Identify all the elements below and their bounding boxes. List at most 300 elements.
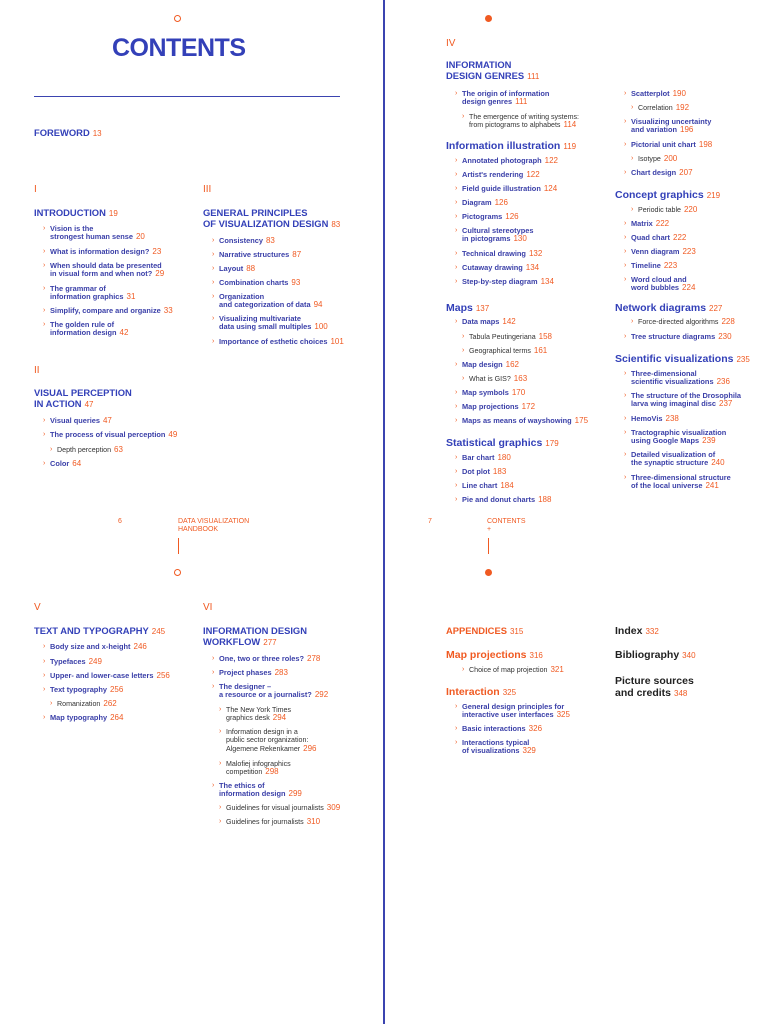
entry-line: Dot plot bbox=[462, 467, 490, 476]
entry-line: When should data be presented bbox=[50, 261, 162, 270]
entry-line: Color bbox=[50, 459, 70, 468]
page-spine bbox=[383, 0, 385, 1024]
toc-entry[interactable] bbox=[624, 275, 696, 293]
chevron-right-icon: › bbox=[455, 171, 458, 178]
entry-text bbox=[50, 714, 123, 722]
page-number: 179 bbox=[545, 439, 559, 448]
entry-line: word bubbles bbox=[631, 283, 680, 293]
chevron-right-icon: › bbox=[462, 333, 465, 340]
chevron-right-icon: › bbox=[624, 220, 627, 227]
chevron-right-icon: › bbox=[455, 403, 458, 410]
entry-line: Word cloud and bbox=[631, 275, 687, 284]
page-number: 298 bbox=[265, 767, 279, 777]
entry-text bbox=[462, 496, 551, 504]
entry-line: information graphics bbox=[50, 292, 124, 302]
toc-entry[interactable] bbox=[624, 117, 712, 135]
entry-text bbox=[638, 104, 689, 112]
entry-line: Layout bbox=[219, 264, 244, 273]
entry-line: Visualizing multivariate bbox=[219, 314, 302, 323]
entry-line: Data maps bbox=[462, 317, 500, 326]
entry-line: The golden rule of bbox=[50, 320, 115, 329]
index-entry[interactable] bbox=[615, 626, 659, 638]
entry-line: Vision is the bbox=[50, 224, 94, 233]
entry-text bbox=[219, 790, 302, 798]
entry-line: the synaptic structure bbox=[631, 458, 709, 468]
entry-line: Information design in a bbox=[226, 728, 298, 736]
entry-line: Cutaway drawing bbox=[462, 263, 523, 272]
chevron-right-icon: › bbox=[212, 338, 215, 345]
chevron-right-icon: › bbox=[43, 714, 46, 721]
chevron-right-icon: › bbox=[455, 739, 458, 746]
entry-line: public sector organization: bbox=[226, 736, 309, 745]
toc-entry[interactable] bbox=[624, 369, 730, 387]
section-heading[interactable] bbox=[203, 208, 340, 230]
toc-subentry[interactable] bbox=[462, 332, 553, 341]
foreword-label: FOREWORD bbox=[34, 127, 90, 138]
toc-entry[interactable] bbox=[455, 388, 526, 397]
entry-text bbox=[226, 714, 291, 722]
heading-text: Maps bbox=[446, 302, 473, 314]
entry-text bbox=[469, 347, 547, 355]
toc-entry[interactable] bbox=[624, 414, 679, 423]
entry-line: Pictograms bbox=[462, 212, 503, 221]
toc-entry[interactable] bbox=[43, 224, 145, 242]
roman-numeral: III bbox=[203, 184, 212, 195]
chevron-right-icon: › bbox=[212, 293, 215, 300]
toc-entry[interactable] bbox=[212, 668, 288, 677]
chevron-right-icon: › bbox=[624, 141, 627, 148]
entry-line: Isotype bbox=[638, 155, 661, 163]
toc-subentry[interactable] bbox=[50, 699, 117, 708]
entry-text bbox=[219, 251, 301, 259]
page-number: 200 bbox=[663, 154, 678, 163]
toc-subentry[interactable] bbox=[631, 154, 678, 163]
page-number: 101 bbox=[330, 337, 344, 346]
toc-entry[interactable] bbox=[455, 198, 508, 207]
entry-line: The origin of information bbox=[462, 89, 550, 98]
page-number: 162 bbox=[505, 360, 520, 369]
toc-entry[interactable] bbox=[212, 781, 302, 799]
page-number: 238 bbox=[665, 414, 679, 423]
toc-entry[interactable] bbox=[43, 247, 162, 256]
entry-line: Three-dimensional structure bbox=[631, 473, 731, 482]
entry-text bbox=[631, 248, 696, 256]
bibliography-entry[interactable] bbox=[615, 650, 696, 662]
page-number: 277 bbox=[263, 637, 277, 647]
entry-text bbox=[462, 361, 519, 369]
page-number: 172 bbox=[521, 402, 536, 411]
page-number: 122 bbox=[544, 156, 558, 165]
chevron-right-icon: › bbox=[455, 157, 458, 164]
chevron-right-icon: › bbox=[212, 265, 215, 272]
folio-rule bbox=[488, 538, 489, 554]
entry-text bbox=[57, 446, 123, 454]
page-number: 132 bbox=[528, 249, 543, 258]
entry-text bbox=[631, 459, 725, 467]
toc-entry[interactable] bbox=[212, 278, 301, 287]
toc-entry[interactable] bbox=[455, 402, 536, 411]
toc-entry[interactable] bbox=[455, 360, 520, 369]
chevron-right-icon: › bbox=[219, 706, 222, 713]
page-number: 326 bbox=[528, 724, 543, 733]
page-number: 163 bbox=[513, 374, 528, 383]
heading-text: Scientific visualizations bbox=[615, 353, 734, 365]
toc-entry[interactable] bbox=[624, 89, 686, 98]
chevron-right-icon: › bbox=[455, 454, 458, 461]
entry-line: information design bbox=[50, 328, 117, 338]
page-number: 230 bbox=[718, 332, 732, 341]
entry-text bbox=[226, 804, 340, 812]
chevron-right-icon: › bbox=[462, 375, 465, 382]
toc-entry[interactable] bbox=[455, 212, 519, 221]
entry-line: What is information design? bbox=[50, 247, 150, 256]
page-number: 227 bbox=[709, 304, 723, 313]
subsection-heading[interactable] bbox=[615, 190, 720, 202]
page-number: 175 bbox=[574, 416, 589, 425]
chevron-right-icon: › bbox=[624, 169, 627, 176]
toc-entry[interactable] bbox=[455, 724, 543, 733]
entry-line: Depth perception bbox=[57, 446, 112, 454]
entry-text bbox=[50, 417, 112, 425]
page-number: 249 bbox=[88, 657, 102, 666]
toc-entry[interactable] bbox=[43, 713, 124, 722]
toc-entry[interactable] bbox=[624, 261, 678, 270]
roman-numeral: V bbox=[34, 602, 41, 613]
entry-line: The New York Times bbox=[226, 706, 292, 714]
entry-line: and variation bbox=[631, 125, 677, 135]
entry-line: Technical drawing bbox=[462, 249, 526, 258]
entry-line: a resource or a journalist? bbox=[219, 690, 312, 700]
chevron-right-icon: › bbox=[624, 262, 627, 269]
toc-entry[interactable] bbox=[455, 263, 540, 272]
chevron-right-icon: › bbox=[455, 496, 458, 503]
heading-text: Bibliography bbox=[615, 649, 680, 661]
toc-entry[interactable] bbox=[624, 391, 742, 409]
entry-line: Three-dimensional bbox=[631, 369, 697, 378]
entry-text bbox=[469, 333, 552, 341]
toc-entry[interactable] bbox=[212, 654, 321, 663]
entry-text bbox=[631, 415, 679, 423]
toc-entry[interactable] bbox=[624, 450, 725, 468]
toc-subentry[interactable] bbox=[219, 760, 291, 777]
heading-text: OF VISUALIZATION DESIGN bbox=[203, 217, 329, 229]
page-number: 142 bbox=[502, 317, 516, 326]
toc-entry[interactable] bbox=[624, 428, 727, 446]
toc-subentry[interactable] bbox=[631, 317, 735, 326]
chevron-right-icon: › bbox=[219, 728, 222, 735]
credits-entry[interactable] bbox=[615, 676, 694, 699]
toc-entry[interactable] bbox=[43, 416, 112, 425]
subsection-heading[interactable] bbox=[446, 438, 559, 450]
chevron-right-icon: › bbox=[43, 285, 46, 292]
toc-entry[interactable] bbox=[212, 337, 344, 346]
page-number: 219 bbox=[706, 191, 721, 200]
heading-text: INTRODUCTION bbox=[34, 207, 106, 218]
chevron-right-icon: › bbox=[624, 248, 627, 255]
folio-text: + bbox=[487, 526, 492, 533]
page-number: 111 bbox=[515, 97, 528, 107]
toc-subentry[interactable] bbox=[631, 103, 690, 112]
entry-line: Combination charts bbox=[219, 278, 289, 287]
page-number: 93 bbox=[291, 278, 301, 287]
chevron-right-icon: › bbox=[43, 307, 46, 314]
roman-numeral: I bbox=[34, 184, 37, 195]
section-heading[interactable] bbox=[203, 626, 307, 648]
toc-entry[interactable] bbox=[455, 416, 589, 425]
toc-entry[interactable] bbox=[43, 284, 136, 302]
entry-text bbox=[631, 220, 669, 228]
page-number: 316 bbox=[529, 651, 543, 660]
toc-entry[interactable] bbox=[455, 89, 550, 107]
toc-subentry[interactable] bbox=[219, 803, 341, 812]
toc-subentry[interactable] bbox=[219, 706, 292, 723]
section-heading[interactable] bbox=[34, 388, 132, 410]
entry-line: Annotated photograph bbox=[462, 156, 542, 165]
toc-entry[interactable] bbox=[455, 170, 540, 179]
chevron-right-icon: › bbox=[50, 700, 53, 707]
chevron-right-icon: › bbox=[212, 279, 215, 286]
entry-text bbox=[631, 400, 741, 408]
chevron-right-icon: › bbox=[624, 118, 627, 125]
toc-entry[interactable] bbox=[455, 277, 554, 286]
toc-entry[interactable] bbox=[455, 702, 570, 720]
chevron-right-icon: › bbox=[43, 248, 46, 255]
subsection-heading[interactable] bbox=[615, 354, 750, 366]
entry-line: Visualizing uncertainty bbox=[631, 117, 712, 126]
page-number: 190 bbox=[672, 89, 686, 98]
toc-entry[interactable] bbox=[624, 140, 713, 149]
toc-subentry[interactable] bbox=[462, 113, 579, 130]
appendices-heading[interactable] bbox=[446, 626, 523, 638]
toc-entry[interactable] bbox=[43, 685, 124, 694]
toc-entry[interactable] bbox=[624, 219, 670, 228]
page-number: 124 bbox=[543, 184, 558, 193]
chevron-right-icon: › bbox=[43, 431, 46, 438]
toc-subentry[interactable] bbox=[50, 445, 123, 454]
chevron-right-icon: › bbox=[462, 666, 465, 673]
page-number: 256 bbox=[156, 671, 170, 680]
toc-subentry[interactable] bbox=[631, 205, 698, 214]
page-number: 126 bbox=[494, 198, 508, 207]
entry-text bbox=[462, 199, 508, 207]
chevron-right-icon: › bbox=[455, 227, 458, 234]
page-number: 294 bbox=[272, 713, 287, 723]
toc-entry[interactable] bbox=[455, 249, 543, 258]
entry-text bbox=[50, 329, 128, 337]
entry-line: Step-by-step diagram bbox=[462, 277, 538, 286]
entry-line: One, two or three roles? bbox=[219, 654, 305, 663]
chevron-right-icon: › bbox=[624, 392, 627, 399]
entry-text bbox=[631, 378, 730, 386]
entry-text bbox=[462, 468, 506, 476]
toc-entry[interactable] bbox=[212, 292, 323, 310]
page-number: 235 bbox=[736, 355, 750, 364]
folio-rule bbox=[178, 538, 179, 554]
section-heading[interactable] bbox=[446, 60, 539, 82]
chevron-right-icon: › bbox=[624, 429, 627, 436]
dot-marker-icon bbox=[485, 15, 492, 22]
chevron-right-icon: › bbox=[624, 90, 627, 97]
page-number: 228 bbox=[721, 317, 735, 326]
entry-text bbox=[631, 169, 693, 177]
folio-page-number: 7 bbox=[428, 518, 432, 525]
entry-line: using Google Maps bbox=[631, 436, 700, 446]
entry-text bbox=[631, 90, 686, 98]
toc-entry[interactable] bbox=[212, 314, 328, 332]
entry-line: Malofiej infographics bbox=[226, 760, 291, 768]
toc-entry[interactable] bbox=[455, 156, 558, 165]
entry-text bbox=[50, 672, 170, 680]
entry-text bbox=[50, 248, 161, 256]
toc-entry[interactable] bbox=[43, 306, 173, 315]
page-number: 180 bbox=[497, 453, 511, 462]
entry-line: Timeline bbox=[631, 261, 661, 270]
chevron-right-icon: › bbox=[212, 315, 215, 322]
entry-line: Line chart bbox=[462, 481, 498, 490]
page-number: 223 bbox=[682, 247, 696, 256]
toc-entry[interactable] bbox=[212, 250, 302, 259]
subsection-heading[interactable] bbox=[446, 687, 516, 699]
toc-entry[interactable] bbox=[624, 247, 696, 256]
subsection-heading[interactable] bbox=[446, 650, 543, 662]
chevron-right-icon: › bbox=[455, 278, 458, 285]
page-number: 13 bbox=[92, 129, 102, 138]
chevron-right-icon: › bbox=[631, 318, 634, 325]
heading-text: Concept graphics bbox=[615, 189, 704, 201]
entry-line: Interactions typical bbox=[462, 738, 530, 747]
page-number: 278 bbox=[307, 654, 321, 663]
heading-text: IN ACTION bbox=[34, 397, 82, 409]
chevron-right-icon: › bbox=[212, 237, 215, 244]
heading-text: TEXT AND TYPOGRAPHY bbox=[34, 625, 149, 636]
toc-entry[interactable] bbox=[455, 495, 552, 504]
chevron-right-icon: › bbox=[43, 262, 46, 269]
chevron-right-icon: › bbox=[624, 451, 627, 458]
section-heading[interactable] bbox=[34, 208, 118, 220]
heading-text: DESIGN GENRES bbox=[446, 69, 525, 81]
toc-entry[interactable] bbox=[43, 657, 102, 666]
page-number: 240 bbox=[711, 458, 725, 468]
entry-line: Chart design bbox=[631, 168, 677, 177]
entry-text bbox=[219, 323, 328, 331]
entry-line: in pictograms bbox=[462, 234, 511, 244]
page-number: 329 bbox=[522, 746, 536, 756]
entry-text bbox=[638, 206, 697, 214]
entry-line: Tree structure diagrams bbox=[631, 332, 716, 341]
toc-subentry[interactable] bbox=[219, 817, 321, 826]
toc-entry[interactable] bbox=[212, 682, 329, 700]
toc-entry[interactable] bbox=[43, 261, 165, 279]
page-number: 192 bbox=[675, 103, 690, 112]
toc-entry[interactable] bbox=[624, 168, 693, 177]
entry-text bbox=[469, 375, 527, 383]
page-number: 236 bbox=[716, 377, 730, 387]
entry-text bbox=[631, 234, 686, 242]
chevron-right-icon: › bbox=[624, 415, 627, 422]
page-number: 126 bbox=[505, 212, 519, 221]
page-number: 245 bbox=[151, 627, 166, 636]
page-number: 47 bbox=[84, 399, 94, 409]
toc-entry[interactable] bbox=[43, 642, 147, 651]
toc-entry[interactable] bbox=[455, 453, 511, 462]
entry-line: graphics desk bbox=[226, 714, 270, 723]
foreword-entry[interactable] bbox=[34, 128, 102, 140]
toc-entry[interactable] bbox=[624, 233, 687, 242]
page-number: 309 bbox=[326, 803, 341, 812]
page-number: 207 bbox=[679, 168, 693, 177]
toc-subentry[interactable] bbox=[462, 665, 564, 674]
page-number: 170 bbox=[511, 388, 526, 397]
entry-text bbox=[462, 250, 542, 258]
entry-line: of the local universe bbox=[631, 481, 703, 491]
toc-entry[interactable] bbox=[43, 671, 170, 680]
entry-line: Map projections bbox=[462, 402, 519, 411]
toc-entry[interactable] bbox=[455, 481, 514, 490]
page-number: 224 bbox=[682, 283, 696, 293]
subsection-heading[interactable] bbox=[446, 141, 576, 153]
heading-text: Index bbox=[615, 625, 643, 637]
toc-subentry[interactable] bbox=[462, 374, 528, 383]
chevron-right-icon: › bbox=[455, 250, 458, 257]
entry-line: Importance of esthetic choices bbox=[219, 337, 328, 346]
toc-subentry[interactable] bbox=[219, 728, 317, 753]
toc-entry[interactable] bbox=[455, 226, 534, 244]
toc-subentry[interactable] bbox=[462, 346, 548, 355]
chevron-right-icon: › bbox=[455, 703, 458, 710]
entry-line: The designer – bbox=[219, 682, 272, 691]
roman-numeral: VI bbox=[203, 602, 213, 613]
chevron-right-icon: › bbox=[43, 321, 46, 328]
entry-text bbox=[462, 725, 542, 733]
toc-entry[interactable] bbox=[212, 236, 275, 245]
subsection-heading[interactable] bbox=[446, 303, 489, 315]
entry-line: The ethics of bbox=[219, 781, 265, 790]
toc-entry[interactable] bbox=[624, 473, 731, 491]
entry-line: Choice of map projection bbox=[469, 666, 548, 674]
page-number: 241 bbox=[705, 481, 719, 491]
page-number: 161 bbox=[533, 346, 548, 355]
toc-entry[interactable] bbox=[43, 320, 129, 338]
chevron-right-icon: › bbox=[462, 347, 465, 354]
subsection-heading[interactable] bbox=[615, 303, 722, 315]
toc-entry[interactable] bbox=[43, 459, 82, 468]
chevron-right-icon: › bbox=[624, 276, 627, 283]
toc-entry[interactable] bbox=[455, 467, 507, 476]
page-number: 188 bbox=[538, 495, 552, 504]
heading-text: Information illustration bbox=[446, 140, 561, 152]
chevron-right-icon: › bbox=[212, 655, 215, 662]
entry-line: The grammar of bbox=[50, 284, 106, 293]
page-number: 325 bbox=[556, 710, 570, 720]
toc-entry[interactable] bbox=[624, 332, 732, 341]
toc-entry[interactable] bbox=[212, 264, 256, 273]
toc-entry[interactable] bbox=[455, 738, 536, 756]
chevron-right-icon: › bbox=[624, 234, 627, 241]
heading-text: Map projections bbox=[446, 649, 527, 661]
page-number: 256 bbox=[109, 685, 124, 694]
toc-entry[interactable] bbox=[43, 430, 178, 439]
entry-text bbox=[638, 155, 677, 163]
toc-entry[interactable] bbox=[455, 317, 516, 326]
entry-line: Organization bbox=[219, 292, 265, 301]
entry-text bbox=[462, 747, 536, 755]
section-heading[interactable] bbox=[34, 626, 165, 638]
toc-entry[interactable] bbox=[455, 184, 558, 193]
page-number: 239 bbox=[702, 436, 716, 446]
dot-marker-icon bbox=[485, 569, 492, 576]
heading-text: APPENDICES bbox=[446, 625, 507, 636]
chevron-right-icon: › bbox=[462, 113, 465, 120]
